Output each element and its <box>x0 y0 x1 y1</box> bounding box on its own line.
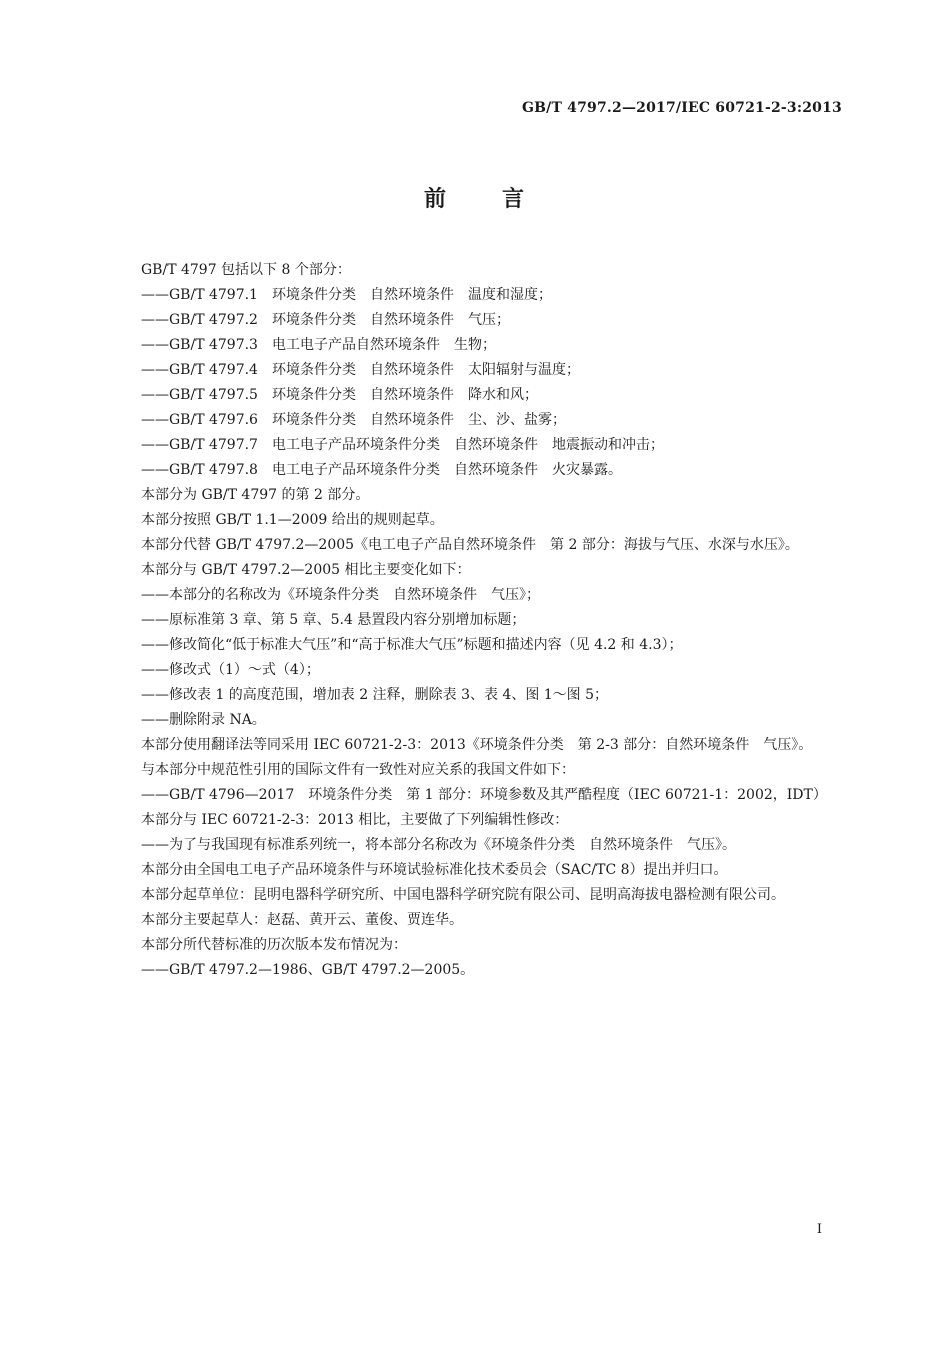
editorial-change-list-item: ——为了与我国现有标准系列统一，将本部分名称改为《环境条件分类 自然环境条件 气压》。 <box>141 837 736 853</box>
part-list-item: ——GB/T 4797.5 环境条件分类 自然环境条件 降水和风； <box>141 387 538 403</box>
drafting-units-paragraph: 本部分起草单位：昆明电器科学研究所、中国电器科学研究院有限公司、昆明高海拔电器检测有限公司。 <box>141 887 785 903</box>
page-title <box>0 182 950 213</box>
page-number: I <box>816 1222 822 1237</box>
part-list-item: ——GB/T 4797.3 电工电子产品自然环境条件 生物； <box>141 337 496 353</box>
replaces-paragraph: 本部分代替 GB/T 4797.2—2005《电工电子产品自然环境条件 第 2 部分：海拔与气压、水深与水压》。 <box>141 537 799 553</box>
change-list-item: ——修改式（1）～式（4）； <box>141 662 320 678</box>
part-list-item: ——GB/T 4797.7 电工电子产品环境条件分类 自然环境条件 地震振动和冲击； <box>141 437 664 453</box>
drafting-rules-paragraph: 本部分按照 GB/T 1.1—2009 给出的规则起草。 <box>141 512 444 528</box>
national-doc-list-item: ——GB/T 4796—2017 环境条件分类 第 1 部分：环境参数及其严酷程度（IEC 60721-1：2002，IDT） <box>141 787 827 803</box>
change-list-item: ——删除附录 NA。 <box>141 712 266 728</box>
part-list-item: ——GB/T 4797.8 电工电子产品环境条件分类 自然环境条件 火灾暴露。 <box>141 462 622 478</box>
history-list-item: ——GB/T 4797.2—1986、GB/T 4797.2—2005。 <box>141 962 475 978</box>
change-list-item: ——修改表 1 的高度范围，增加表 2 注释，删除表 3、表 4、图 1～图 5； <box>141 687 609 703</box>
part-list-item: ——GB/T 4797.4 环境条件分类 自然环境条件 太阳辐射与温度； <box>141 362 580 378</box>
history-intro-paragraph: 本部分所代替标准的历次版本发布情况为： <box>141 937 407 953</box>
part-of-paragraph: 本部分为 GB/T 4797 的第 2 部分。 <box>141 487 370 503</box>
proposed-by-paragraph: 本部分由全国电工电子产品环境条件与环境试验标准化技术委员会（SAC/TC 8）提出并归口。 <box>141 862 728 878</box>
change-list-item: ——原标准第 3 章、第 5 章、5.4 悬置段内容分别增加标题； <box>141 612 526 628</box>
standard-number-header: GB/T 4797.2—2017/IEC 60721-2-3:2013 <box>521 100 842 116</box>
drafters-paragraph: 本部分主要起草人：赵磊、黄开云、董俊、贾连华。 <box>141 912 463 928</box>
part-list-item: ——GB/T 4797.6 环境条件分类 自然环境条件 尘、沙、盐雾； <box>141 412 566 428</box>
page-title-part-2: 言 <box>502 187 527 212</box>
part-list-item: ——GB/T 4797.1 环境条件分类 自然环境条件 温度和湿度； <box>141 287 552 303</box>
foreword-body <box>108 258 848 983</box>
change-list-item: ——本部分的名称改为《环境条件分类 自然环境条件 气压》； <box>141 587 540 603</box>
editorial-intro-paragraph: 本部分与 IEC 60721-2-3：2013 相比，主要做了下列编辑性修改： <box>141 812 569 828</box>
part-list-item: ——GB/T 4797.2 环境条件分类 自然环境条件 气压； <box>141 312 510 328</box>
intro-paragraph: GB/T 4797 包括以下 8 个部分： <box>141 262 351 278</box>
page-title-part-1: 前 <box>423 187 448 212</box>
adoption-paragraph: 本部分使用翻译法等同采用 IEC 60721-2-3：2013《环境条件分类 第 2-3 部分：自然环境条件 气压》。 <box>141 737 813 753</box>
changes-intro-paragraph: 本部分与 GB/T 4797.2—2005 相比主要变化如下： <box>141 562 471 578</box>
change-list-item: ——修改简化“低于标准大气压”和“高于标准大气压”标题和描述内容（见 4.2 和 4.3）； <box>141 637 683 653</box>
national-docs-intro-paragraph: 与本部分中规范性引用的国际文件有一致性对应关系的我国文件如下： <box>141 762 575 778</box>
